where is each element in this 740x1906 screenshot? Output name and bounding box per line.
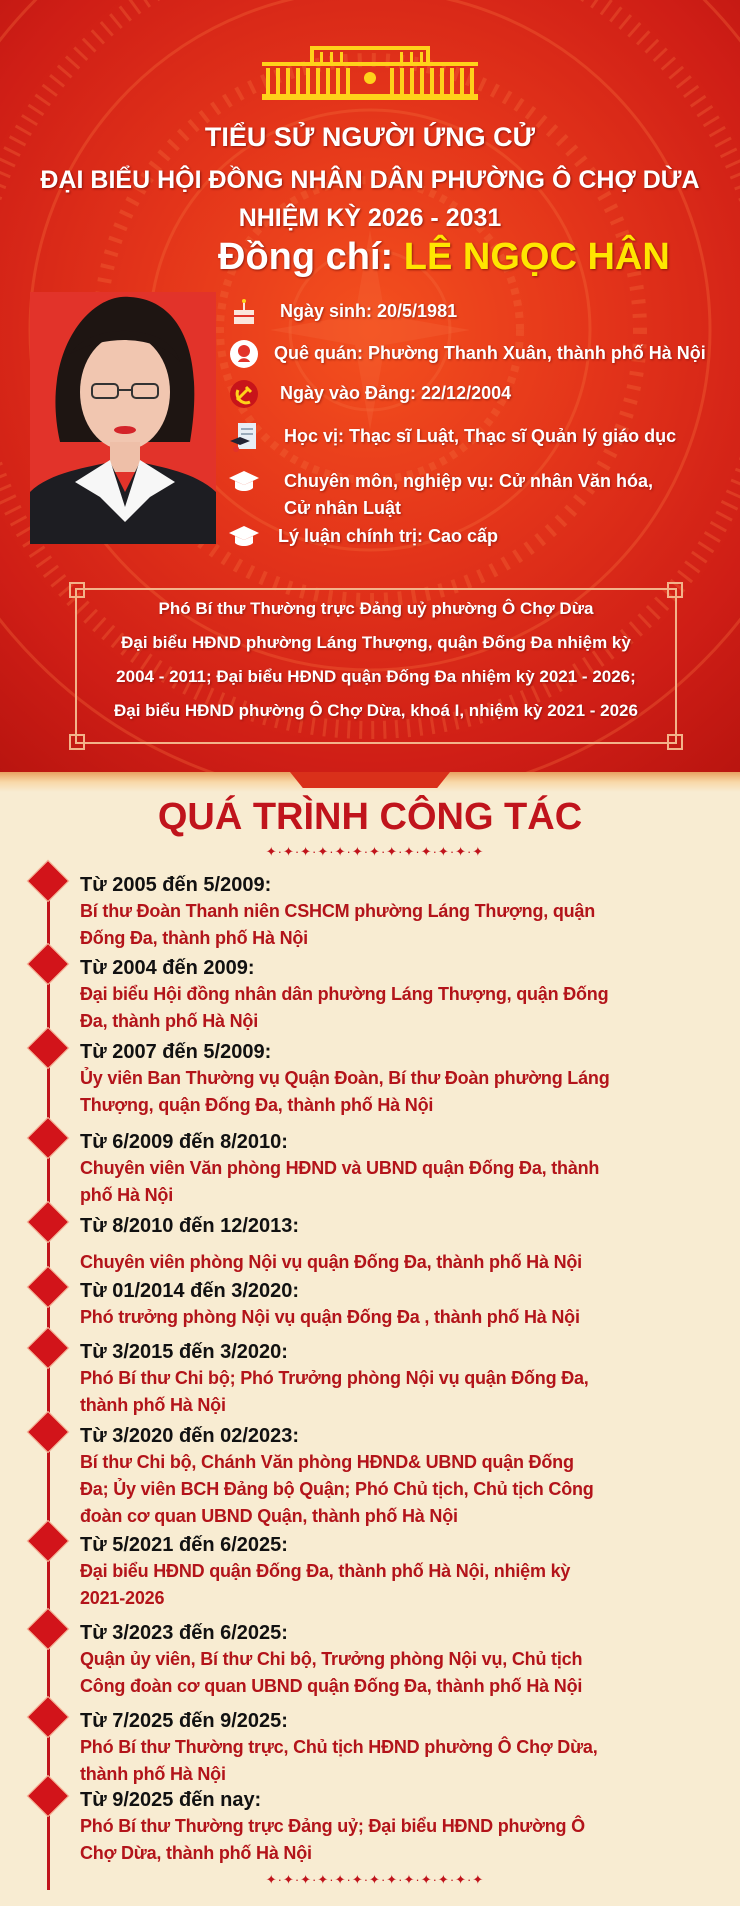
timeline-diamond-icon — [27, 1608, 69, 1650]
timeline-diamond-icon — [27, 1696, 69, 1738]
timeline-description-line: đoàn cơ quan UBND Quận, thành phố Hà Nội — [80, 1506, 458, 1526]
location-pin-icon — [228, 338, 260, 370]
timeline-diamond-icon — [27, 1411, 69, 1453]
timeline-description-line: Bí thư Đoàn Thanh niên CSHCM phường Láng Thượng, quận — [80, 901, 596, 921]
summary-text — [75, 592, 677, 728]
timeline-item — [80, 1339, 720, 1419]
timeline-description-line: Đại biểu Hội đồng nhân dân phường Láng Thượng, quận Đống — [80, 984, 609, 1004]
summary-line: Phó Bí thư Thường trực Đảng uỷ phường Ô Chợ Dừa — [158, 599, 594, 618]
timeline-description-line: Quận ủy viên, Bí thư Chi bộ, Trưởng phòng Nội vụ, Chủ tịch — [80, 1649, 583, 1669]
timeline-period: Từ 6/2009 đến 8/2010: — [80, 1131, 288, 1153]
timeline-period: Từ 2007 đến 5/2009: — [80, 1041, 272, 1063]
timeline-diamond-icon — [27, 1117, 69, 1159]
divider-tab — [290, 772, 450, 788]
timeline-item — [80, 1532, 720, 1612]
timeline-description-line: Đa, thành phố Hà Nội — [80, 1011, 258, 1031]
timeline-period: Từ 2005 đến 5/2009: — [80, 874, 272, 896]
name-prefix: Đồng chí: — [218, 236, 404, 278]
birthday-cake-icon — [228, 296, 260, 328]
timeline-description-line: Ủy viên Ban Thường vụ Quận Đoàn, Bí thư Đoàn phường Láng — [80, 1068, 610, 1088]
timeline-item — [80, 955, 720, 1035]
timeline-description-line: Phó trưởng phòng Nội vụ quận Đống Đa , thành phố Hà Nội — [80, 1307, 580, 1327]
summary-line: Đại biểu HĐND phường Láng Thượng, quận Đống Đa nhiệm kỳ — [121, 633, 631, 652]
timeline-description-line: Công đoàn cơ quan UBND quận Đống Đa, thành phố Hà Nội — [80, 1676, 583, 1696]
timeline-period: Từ 3/2023 đến 6/2025: — [80, 1622, 288, 1644]
timeline-description-line: Chợ Dừa, thành phố Hà Nội — [80, 1843, 312, 1863]
timeline-period: Từ 8/2010 đến 12/2013: — [80, 1215, 300, 1237]
timeline-description-line: Chuyên viên Văn phòng HĐND và UBND quận Đống Đa, thành — [80, 1158, 600, 1178]
timeline-description-line: Chuyên viên phòng Nội vụ quận Đống Đa, thành phố Hà Nội — [80, 1252, 582, 1272]
name-highlight: LÊ NGỌC HÂN — [403, 236, 670, 278]
timeline-item — [80, 872, 720, 952]
party-date-text: Ngày vào Đảng: 22/12/2004 — [280, 383, 512, 403]
hometown-text: Quê quán: Phường Thanh Xuân, thành phố Hà Nội — [274, 343, 706, 363]
timeline-item — [80, 1213, 720, 1276]
timeline-description-line: thành phố Hà Nội — [80, 1395, 226, 1415]
timeline-period: Từ 9/2025 đến nay: — [80, 1789, 262, 1811]
timeline-diamond-icon — [27, 1201, 69, 1243]
timeline-item — [80, 1620, 720, 1700]
specialty-text: Chuyên môn, nghiệp vụ: Cử nhân Văn hóa, — [284, 471, 654, 491]
timeline-period: Từ 01/2014 đến 3/2020: — [80, 1280, 300, 1302]
degree-text: Học vị: Thạc sĩ Luật, Thạc sĩ Quản lý giáo dục — [284, 426, 677, 446]
timeline-item — [80, 1423, 720, 1530]
ornament-divider-bottom: ✦·✦·✦·✦·✦·✦·✦·✦·✦·✦·✦·✦·✦ — [265, 1872, 485, 1887]
timeline-diamond-icon — [27, 1520, 69, 1562]
timeline-item — [80, 1708, 720, 1788]
timeline-period: Từ 2004 đến 2009: — [80, 957, 255, 979]
graduation-cap-icon — [228, 466, 260, 498]
timeline-diamond-icon — [27, 1327, 69, 1369]
timeline-description-line: Phó Bí thư Chi bộ; Phó Trưởng phòng Nội vụ quận Đống Đa, — [80, 1368, 589, 1388]
hammer-sickle-icon — [228, 378, 260, 410]
summary-line: 2004 - 2011; Đại biểu HĐND quận Đống Đa nhiệm kỳ 2021 - 2026; — [116, 667, 636, 686]
timeline-description-line: 2021-2026 — [80, 1588, 165, 1608]
timeline-description-line: Thượng, quận Đống Đa, thành phố Hà Nội — [80, 1095, 434, 1115]
certificate-icon — [228, 421, 260, 453]
specialty-text-2: Cử nhân Luật — [284, 498, 402, 518]
title-line-2: ĐẠI BIỂU HỘI ĐỒNG NHÂN DÂN PHƯỜNG Ô CHỢ DỪA — [40, 166, 700, 194]
timeline-period: Từ 3/2015 đến 3/2020: — [80, 1341, 288, 1363]
timeline-diamond-icon — [27, 1266, 69, 1308]
timeline-description-line: Đống Đa, thành phố Hà Nội — [80, 928, 308, 948]
candidate-portrait — [30, 292, 216, 544]
timeline-description-line: phố Hà Nội — [80, 1185, 173, 1205]
timeline-description-line: Đa; Ủy viên BCH Đảng bộ Quận; Phó Chủ tịch, Chủ tịch Công — [80, 1479, 594, 1499]
timeline-item — [80, 1278, 720, 1331]
timeline-diamond-icon — [27, 943, 69, 985]
timeline-item — [80, 1039, 720, 1119]
timeline-description-line: Phó Bí thư Thường trực, Chủ tịch HĐND phường Ô Chợ Dừa, — [80, 1737, 598, 1757]
ornament-divider: ✦·✦·✦·✦·✦·✦·✦·✦·✦·✦·✦·✦·✦ — [265, 844, 485, 859]
section-title: QUÁ TRÌNH CÔNG TÁC — [157, 796, 583, 838]
birthdate-text: Ngày sinh: 20/5/1981 — [280, 301, 458, 321]
political-theory-text: Lý luận chính trị: Cao cấp — [278, 526, 499, 546]
assembly-building-logo — [262, 42, 478, 102]
timeline-description-line: Bí thư Chi bộ, Chánh Văn phòng HĐND& UBND quận Đống — [80, 1452, 574, 1472]
title-line-3: NHIỆM KỲ 2026 - 2031 — [238, 204, 502, 232]
timeline-period: Từ 3/2020 đến 02/2023: — [80, 1425, 300, 1447]
summary-line: Đại biểu HĐND phường Ô Chợ Dừa, khoá I, nhiệm kỳ 2021 - 2026 — [114, 701, 638, 720]
timeline-item — [80, 1787, 720, 1867]
graduation-cap-icon — [228, 521, 260, 553]
header-banner — [0, 0, 740, 780]
timeline-period: Từ 5/2021 đến 6/2025: — [80, 1534, 288, 1556]
timeline-diamond-icon — [27, 1775, 69, 1817]
timeline-period: Từ 7/2025 đến 9/2025: — [80, 1710, 288, 1732]
timeline-item — [80, 1129, 720, 1209]
timeline-description-line: thành phố Hà Nội — [80, 1764, 226, 1784]
title-line-1: TIỂU SỬ NGƯỜI ỨNG CỬ — [204, 122, 536, 152]
timeline-description-line: Đại biểu HĐND quận Đống Đa, thành phố Hà Nội, nhiệm kỳ — [80, 1561, 571, 1581]
timeline-description-line: Phó Bí thư Thường trực Đảng uỷ; Đại biểu HĐND phường Ô — [80, 1816, 585, 1836]
candidate-name — [218, 236, 670, 279]
timeline-diamond-icon — [27, 1027, 69, 1069]
timeline-diamond-icon — [27, 860, 69, 902]
